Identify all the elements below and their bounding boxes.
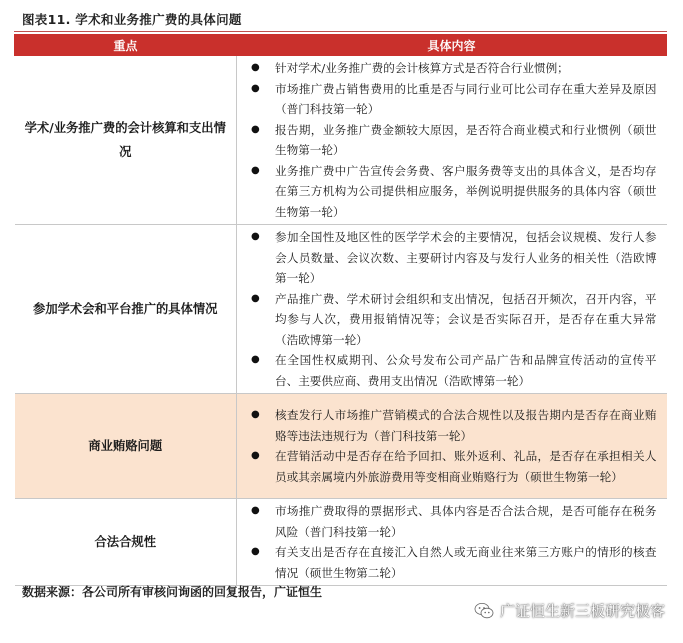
bullet-icon: ● bbox=[251, 123, 260, 135]
bullet-icon: ● bbox=[251, 82, 260, 94]
bullet-icon: ● bbox=[251, 62, 260, 73]
row-key: 参加学术会和平台推广的具体情况 bbox=[15, 225, 237, 394]
list-item bbox=[251, 350, 657, 391]
list-item bbox=[251, 227, 657, 289]
point-text: 参加全国性及地区性的医学学术会的主要情况，包括会议规模、发行人参会人员数量、会议次数、主要研讨内容及与发行人业务的相关性（浩欧博第一轮） bbox=[275, 230, 657, 285]
row-content bbox=[237, 56, 667, 225]
point-text: 有关支出是否存在直接汇入自然人或无商业往来第三方账户的情形的核查情况（硕世生物第二轮） bbox=[275, 545, 657, 580]
point-text: 市场推广费取得的票据形式、具体内容是否合法合规，是否可能存在税务风险（普门科技第一轮） bbox=[275, 504, 657, 539]
row-content bbox=[237, 225, 667, 394]
list-item bbox=[251, 79, 657, 120]
row-key: 商业贿赂问题 bbox=[15, 394, 237, 499]
figure-title: 图表11. 学术和业务推广费的具体问题 bbox=[22, 12, 242, 27]
table-header-row bbox=[15, 35, 667, 56]
list-item bbox=[251, 542, 657, 583]
table-row bbox=[15, 225, 667, 394]
issues-table bbox=[14, 34, 667, 586]
point-text: 核查发行人市场推广营销模式的合法合规性以及报告期内是否存在商业贿赂等违法违规行为（普门科技第一轮） bbox=[275, 408, 657, 443]
point-text: 业务推广费中广告宣传会务费、客户服务费等支出的具体含义，是否均存在第三方机构为公司提供相应服务，举例说明提供服务的具体内容（硕世生物第一轮） bbox=[275, 163, 657, 219]
bullet-icon: ● bbox=[251, 546, 260, 557]
table-row bbox=[15, 499, 667, 586]
wechat-icon bbox=[474, 602, 494, 620]
watermark bbox=[474, 600, 665, 621]
table-row bbox=[15, 394, 667, 499]
row-content bbox=[237, 499, 667, 586]
row-key: 合法合规性 bbox=[15, 499, 237, 586]
bullet-icon: ● bbox=[251, 292, 260, 304]
point-text: 在营销活动中是否存在给予回扣、账外返利、礼品，是否存在承担相关人员或其亲属境内外旅游费用等变相商业贿赂行为（硕世生物第一轮） bbox=[275, 449, 657, 484]
table-row bbox=[15, 56, 667, 225]
row-content bbox=[237, 394, 667, 499]
list-item bbox=[251, 446, 657, 487]
list-item bbox=[251, 289, 657, 351]
bullet-icon: ● bbox=[251, 409, 260, 420]
point-text: 针对学术/业务推广费的会计核算方式是否符合行业惯例； bbox=[275, 61, 569, 75]
list-item bbox=[251, 405, 657, 446]
bullet-icon: ● bbox=[251, 505, 260, 516]
title-rule bbox=[14, 31, 667, 32]
point-text: 产品推广费、学术研讨会组织和支出情况，包括召开频次，召开内容，平均参与人次，费用报销情况等；会议是否实际召开，是否存在重大异常（浩欧博第一轮） bbox=[275, 291, 657, 347]
list-item bbox=[251, 58, 657, 79]
header-content: 具体内容 bbox=[237, 35, 667, 56]
bullet-icon: ● bbox=[251, 354, 260, 365]
point-text: 市场推广费占销售费用的比重是否与同行业可比公司存在重大差异及原因（普门科技第一轮） bbox=[275, 81, 657, 116]
list-item bbox=[251, 161, 657, 223]
row-key: 学术/业务推广费的会计核算和支出情况 bbox=[15, 56, 237, 225]
list-item bbox=[251, 501, 657, 542]
watermark-text: 广证恒生新三板研究极客 bbox=[499, 602, 665, 620]
bullet-icon: ● bbox=[251, 450, 260, 461]
list-item bbox=[251, 120, 657, 161]
data-source: 数据来源：各公司所有审核问询函的回复报告，广证恒生 bbox=[22, 585, 323, 599]
bullet-icon: ● bbox=[251, 231, 260, 242]
bullet-icon: ● bbox=[251, 164, 260, 176]
point-text: 在全国性权威期刊、公众号发布公司产品广告和品牌宣传活动的宣传平台、主要供应商、费用支出情况（浩欧博第一轮） bbox=[275, 353, 657, 388]
point-text: 报告期，业务推广费金额较大原因，是否符合商业模式和行业惯例（硕世生物第一轮） bbox=[275, 122, 657, 157]
header-key: 重点 bbox=[15, 35, 237, 56]
